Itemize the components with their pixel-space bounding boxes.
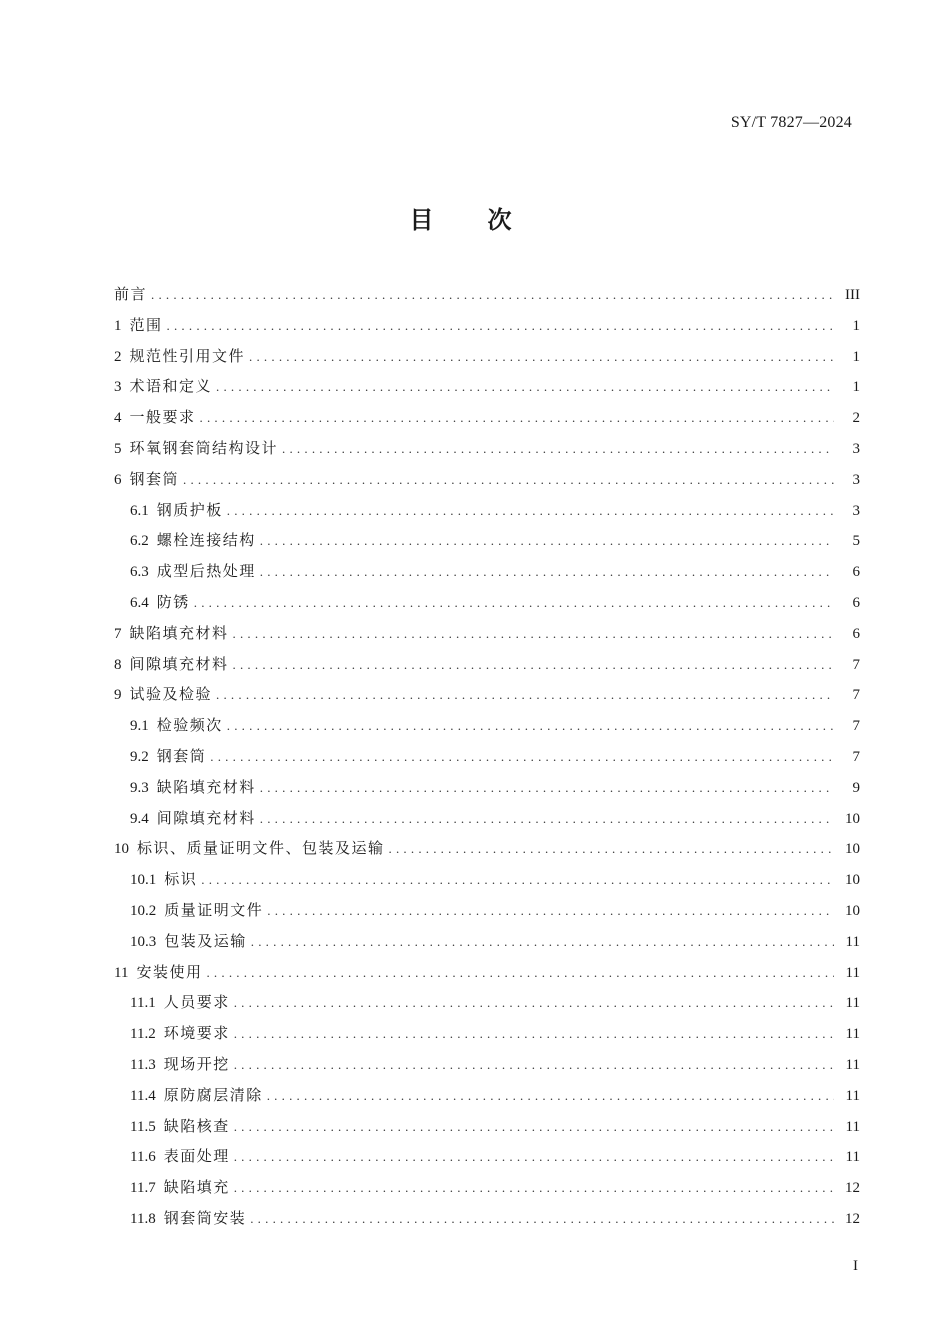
- toc-entry[interactable]: [114, 433, 860, 464]
- toc-leader-dots: [234, 988, 834, 1019]
- toc-leader-dots: [267, 896, 834, 927]
- toc-entry-page: 7: [852, 687, 860, 704]
- toc-entry-page: 3: [852, 471, 860, 488]
- toc-leader-dots: [216, 680, 834, 711]
- toc-entry-page: 1: [852, 317, 860, 334]
- toc-leader-dots: [216, 372, 834, 403]
- toc-entry-page: 12: [845, 1180, 860, 1197]
- page-number: I: [853, 1258, 858, 1274]
- toc-entry-title: 防锈: [156, 592, 190, 611]
- toc-entry-title: 检验频次: [156, 716, 223, 735]
- toc-entry[interactable]: [114, 679, 860, 710]
- toc-entry-number: 9.1: [130, 718, 149, 735]
- toc-entry-number: 11.2: [130, 1026, 156, 1043]
- toc-entry-page: 7: [852, 718, 860, 735]
- toc-leader-dots: [234, 1142, 834, 1173]
- toc-leader-dots: [234, 1112, 834, 1143]
- toc-entry-page: 11: [845, 1026, 860, 1043]
- toc-entry-title: 成型后热处理: [156, 562, 256, 581]
- toc-entry[interactable]: [114, 710, 860, 741]
- toc-entry-title: 人员要求: [163, 993, 230, 1012]
- toc-entry-number: 6.3: [130, 564, 149, 581]
- toc-entry[interactable]: [114, 1141, 860, 1172]
- toc-entry-title: 包装及运输: [164, 931, 247, 950]
- toc-entry-title: 表面处理: [163, 1147, 230, 1166]
- toc-entry-page: 11: [845, 933, 860, 950]
- toc-entry-title: 现场开挖: [163, 1054, 230, 1073]
- toc-leader-dots: [251, 927, 834, 958]
- toc-entry-number: 5: [114, 440, 122, 457]
- toc-leader-dots: [227, 496, 834, 527]
- toc-entry-page: 7: [852, 748, 860, 765]
- toc-entry[interactable]: [114, 1172, 860, 1203]
- toc-leader-dots: [233, 619, 834, 650]
- toc-entry-page: 5: [852, 533, 860, 550]
- toc-entry-number: 11.3: [130, 1056, 156, 1073]
- toc-leader-dots: [389, 834, 834, 865]
- toc-entry[interactable]: [114, 464, 860, 495]
- toc-entry-page: 11: [845, 1118, 860, 1135]
- toc-entry-page: 12: [845, 1210, 860, 1227]
- toc-entry-title: 钢套筒: [129, 469, 180, 488]
- toc-entry-page: 11: [845, 964, 860, 981]
- toc-leader-dots: [249, 342, 834, 373]
- toc-leader-dots: [227, 711, 834, 742]
- table-of-contents: [114, 279, 860, 1234]
- toc-leader-dots: [201, 865, 834, 896]
- toc-entry-number: 11.7: [130, 1180, 156, 1197]
- toc-entry-title: 质量证明文件: [164, 900, 264, 919]
- toc-entry-title: 前言: [114, 285, 148, 303]
- toc-entry-number: 6.2: [130, 533, 149, 550]
- toc-entry[interactable]: [114, 649, 860, 680]
- toc-leader-dots: [260, 526, 834, 557]
- toc-entry-title: 缺陷填充材料: [129, 623, 229, 642]
- toc-entry-title: 安装使用: [136, 962, 203, 981]
- toc-entry-number: 9.4: [130, 810, 149, 827]
- toc-entry[interactable]: [114, 556, 860, 587]
- toc-entry[interactable]: [114, 864, 860, 895]
- toc-entry-number: 6.1: [130, 502, 149, 519]
- toc-entry-page: 10: [845, 872, 860, 889]
- toc-entry-page: 7: [852, 656, 860, 673]
- toc-entry[interactable]: [114, 279, 860, 310]
- toc-entry-number: 6.4: [130, 594, 149, 611]
- toc-leader-dots: [234, 1173, 834, 1204]
- toc-entry-title: 标识: [164, 870, 198, 889]
- toc-entry-page: 3: [852, 502, 860, 519]
- toc-entry-title: 环氧钢套筒结构设计: [129, 438, 279, 457]
- toc-entry[interactable]: [114, 833, 860, 864]
- toc-entry[interactable]: [114, 926, 860, 957]
- toc-entry-page: 9: [852, 779, 860, 796]
- toc-entry[interactable]: [114, 741, 860, 772]
- toc-entry-number: 9.3: [130, 779, 149, 796]
- toc-entry-title: 范围: [129, 315, 163, 334]
- toc-entry[interactable]: [114, 1111, 860, 1142]
- toc-entry-title: 规范性引用文件: [129, 346, 246, 365]
- toc-entry-title: 缺陷核查: [163, 1116, 230, 1135]
- toc-entry-number: 4: [114, 410, 122, 427]
- toc-leader-dots: [167, 311, 834, 342]
- toc-entry-number: 10.3: [130, 933, 157, 950]
- toc-entry-page: 11: [845, 1149, 860, 1166]
- toc-entry-page: 2: [852, 410, 860, 427]
- toc-entry-number: 10.1: [130, 872, 157, 889]
- toc-entry-number: 9: [114, 687, 122, 704]
- toc-entry-page: 10: [845, 810, 860, 827]
- toc-entry-page: 6: [852, 625, 860, 642]
- toc-leader-dots: [250, 1204, 834, 1235]
- toc-entry-title: 螺栓连接结构: [156, 531, 256, 550]
- toc-entry[interactable]: [114, 618, 860, 649]
- toc-entry[interactable]: [114, 402, 860, 433]
- toc-entry[interactable]: [114, 371, 860, 402]
- toc-entry[interactable]: [114, 587, 860, 618]
- toc-entry[interactable]: [114, 1049, 860, 1080]
- toc-entry[interactable]: [114, 525, 860, 556]
- toc-entry-title: 原防腐层清除: [163, 1085, 263, 1104]
- toc-entry[interactable]: [114, 1080, 860, 1111]
- toc-leader-dots: [234, 1019, 834, 1050]
- toc-entry-title: 术语和定义: [129, 377, 213, 396]
- toc-entry[interactable]: [114, 495, 860, 526]
- toc-leader-dots: [200, 403, 834, 434]
- toc-entry[interactable]: [114, 341, 860, 372]
- toc-entry-number: 3: [114, 379, 122, 396]
- toc-leader-dots: [194, 588, 834, 619]
- toc-entry-number: 8: [114, 656, 122, 673]
- toc-leader-dots: [210, 742, 834, 773]
- toc-entry[interactable]: [114, 772, 860, 803]
- toc-entry-page: 10: [845, 841, 860, 858]
- toc-leader-dots: [260, 557, 834, 588]
- toc-entry-title: 钢套筒: [156, 746, 207, 765]
- toc-entry-number: 1: [114, 317, 122, 334]
- toc-leader-dots: [260, 804, 834, 835]
- toc-entry-page: 11: [845, 1056, 860, 1073]
- toc-entry[interactable]: [114, 957, 860, 988]
- toc-entry-title: 一般要求: [129, 408, 196, 427]
- toc-entry-page: 6: [852, 594, 860, 611]
- toc-entry-number: 11.5: [130, 1118, 156, 1135]
- toc-entry-page: 11: [845, 995, 860, 1012]
- toc-leader-dots: [282, 434, 834, 465]
- toc-entry[interactable]: [114, 1203, 860, 1234]
- toc-entry-title: 试验及检验: [129, 685, 213, 704]
- toc-leader-dots: [151, 280, 834, 311]
- toc-entry[interactable]: [114, 895, 860, 926]
- toc-entry-page: 11: [845, 1087, 860, 1104]
- toc-entry-number: 11.4: [130, 1087, 156, 1104]
- toc-entry-number: 10: [114, 841, 129, 858]
- toc-leader-dots: [234, 1050, 834, 1081]
- toc-leader-dots: [183, 465, 834, 496]
- toc-entry[interactable]: [114, 987, 860, 1018]
- toc-entry-number: 11.8: [130, 1210, 156, 1227]
- toc-entry-title: 间隙填充材料: [129, 654, 229, 673]
- page-title: 目次: [409, 206, 566, 234]
- standard-number: SY/T 7827—2024: [730, 114, 852, 131]
- toc-entry[interactable]: [114, 310, 860, 341]
- toc-leader-dots: [267, 1081, 834, 1112]
- toc-entry-title: 间隙填充材料: [156, 808, 256, 827]
- toc-leader-dots: [233, 650, 834, 681]
- toc-entry-number: 10.2: [130, 902, 157, 919]
- toc-entry[interactable]: [114, 803, 860, 834]
- toc-entry-page: 10: [845, 902, 860, 919]
- toc-entry[interactable]: [114, 1018, 860, 1049]
- toc-entry-number: 2: [114, 348, 122, 365]
- toc-entry-title: 钢套筒安装: [163, 1208, 247, 1227]
- toc-entry-title: 标识、质量证明文件、包装及运输: [137, 839, 385, 858]
- toc-entry-number: 7: [114, 625, 122, 642]
- toc-entry-page: 1: [852, 348, 860, 365]
- toc-entry-number: 11.1: [130, 995, 156, 1012]
- toc-entry-number: 9.2: [130, 748, 149, 765]
- toc-entry-number: 11.6: [130, 1149, 156, 1166]
- toc-entry-title: 环境要求: [163, 1024, 230, 1043]
- toc-entry-page: 6: [852, 564, 860, 581]
- toc-entry-number: 6: [114, 471, 122, 488]
- toc-entry-page: III: [845, 287, 860, 303]
- toc-entry-title: 缺陷填充材料: [156, 777, 256, 796]
- toc-entry-title: 缺陷填充: [163, 1178, 230, 1197]
- toc-entry-number: 11: [114, 964, 129, 981]
- toc-entry-page: 3: [852, 440, 860, 457]
- toc-entry-title: 钢质护板: [156, 500, 223, 519]
- toc-leader-dots: [206, 958, 834, 989]
- toc-entry-page: 1: [852, 379, 860, 396]
- toc-leader-dots: [260, 773, 834, 804]
